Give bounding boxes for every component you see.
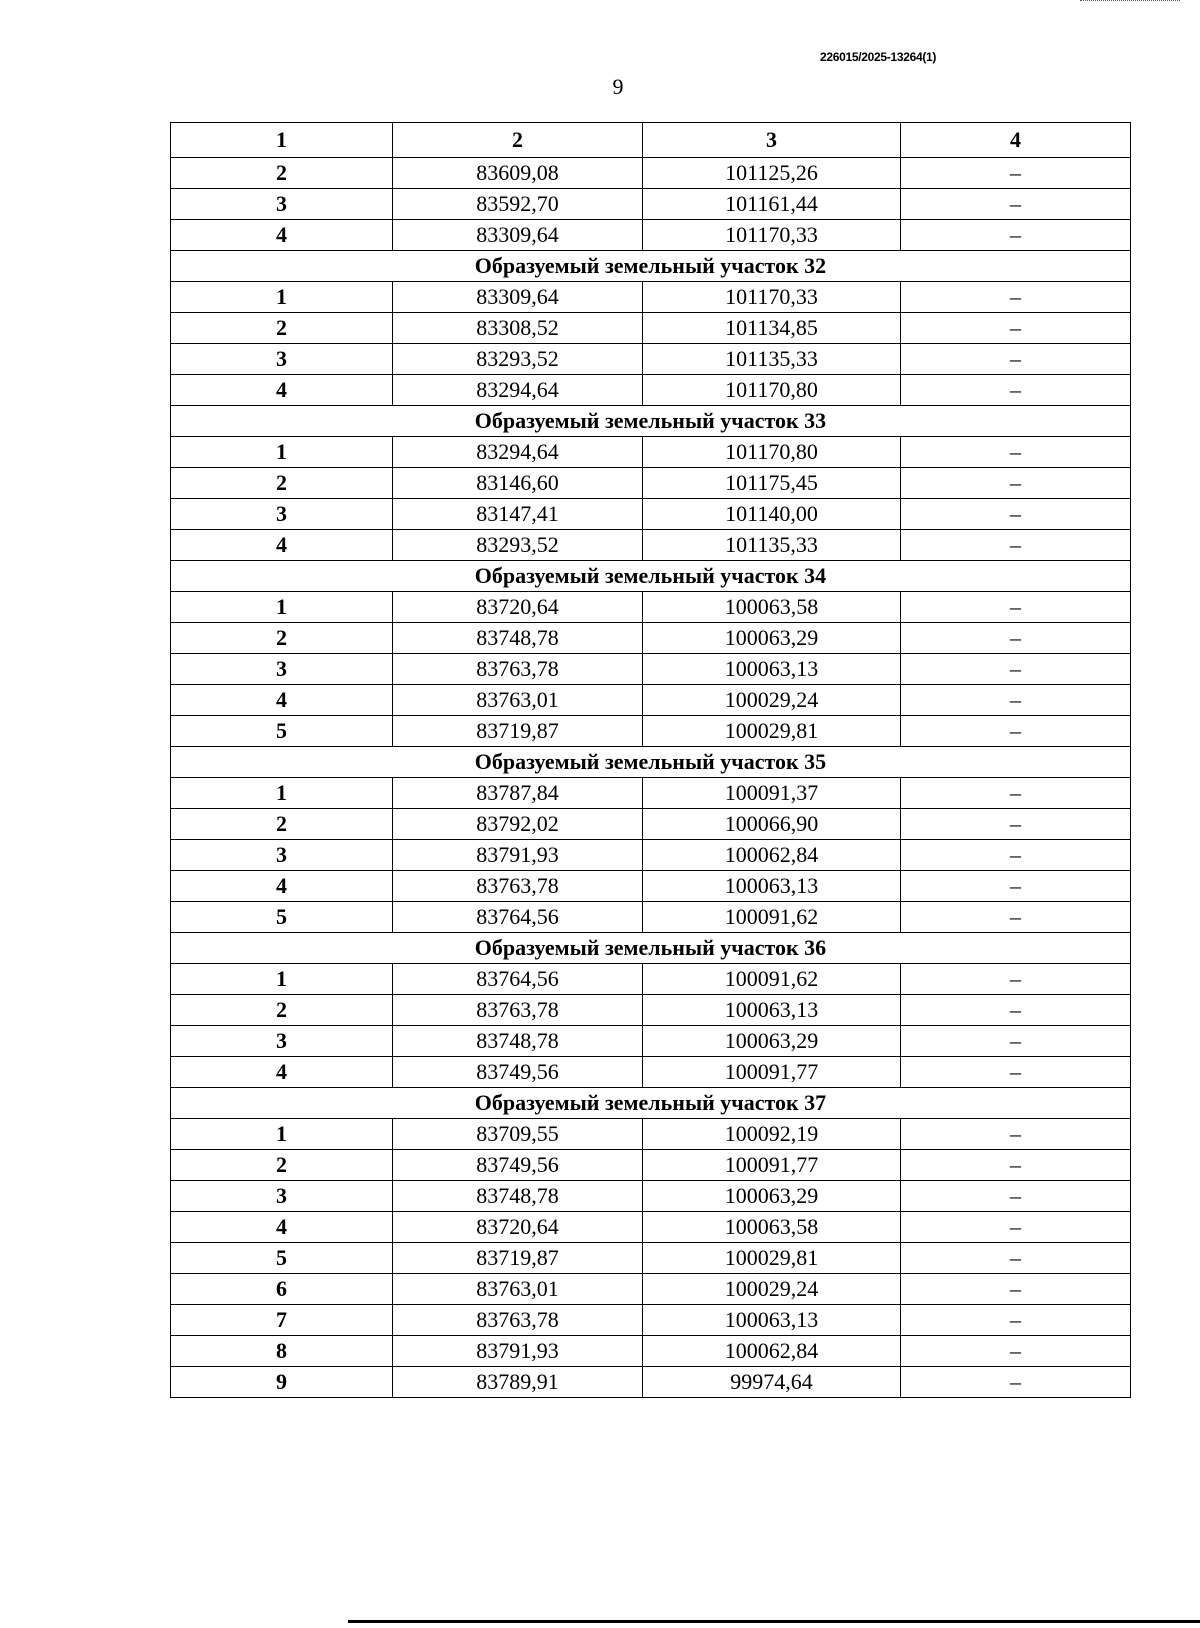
coordinate-y: 100091,37 bbox=[643, 778, 901, 809]
column-header-3: 3 bbox=[643, 123, 901, 158]
page-number: 9 bbox=[612, 74, 624, 99]
coordinate-y: 101140,00 bbox=[643, 499, 901, 530]
column-4-value: – bbox=[901, 158, 1131, 189]
column-4-value: – bbox=[901, 344, 1131, 375]
point-number: 1 bbox=[171, 778, 393, 809]
coordinate-y: 100091,62 bbox=[643, 964, 901, 995]
section-header-row bbox=[171, 1088, 1131, 1119]
column-4-value: – bbox=[901, 592, 1131, 623]
point-number: 2 bbox=[171, 995, 393, 1026]
point-number: 4 bbox=[171, 871, 393, 902]
column-4-value: – bbox=[901, 189, 1131, 220]
coordinate-y: 100029,81 bbox=[643, 1243, 901, 1274]
coordinate-y: 101170,80 bbox=[643, 437, 901, 468]
section-title: Образуемый земельный участок 35 bbox=[171, 747, 1131, 778]
coordinate-x: 83787,84 bbox=[393, 778, 643, 809]
coordinate-y: 101170,33 bbox=[643, 282, 901, 313]
table-row bbox=[171, 1274, 1131, 1305]
column-4-value: – bbox=[901, 1212, 1131, 1243]
table-row bbox=[171, 654, 1131, 685]
table-row bbox=[171, 1243, 1131, 1274]
coordinate-y: 101135,33 bbox=[643, 530, 901, 561]
coordinate-y: 101135,33 bbox=[643, 344, 901, 375]
column-4-value: – bbox=[901, 375, 1131, 406]
table-row bbox=[171, 1181, 1131, 1212]
coordinate-x: 83791,93 bbox=[393, 1336, 643, 1367]
table-row bbox=[171, 530, 1131, 561]
coordinate-y: 100092,19 bbox=[643, 1119, 901, 1150]
coordinate-y: 100029,81 bbox=[643, 716, 901, 747]
point-number: 2 bbox=[171, 623, 393, 654]
table-row bbox=[171, 840, 1131, 871]
table-row bbox=[171, 220, 1131, 251]
table-row bbox=[171, 809, 1131, 840]
table-row bbox=[171, 1212, 1131, 1243]
point-number: 4 bbox=[171, 530, 393, 561]
section-header-row bbox=[171, 933, 1131, 964]
coordinate-y: 100091,77 bbox=[643, 1057, 901, 1088]
coordinate-y: 100063,13 bbox=[643, 995, 901, 1026]
point-number: 3 bbox=[171, 840, 393, 871]
point-number: 3 bbox=[171, 1181, 393, 1212]
coordinate-y: 100062,84 bbox=[643, 1336, 901, 1367]
coordinate-x: 83309,64 bbox=[393, 220, 643, 251]
coordinate-x: 83763,78 bbox=[393, 871, 643, 902]
table-row bbox=[171, 189, 1131, 220]
section-header-row bbox=[171, 251, 1131, 282]
column-header-1: 1 bbox=[171, 123, 393, 158]
coordinate-x: 83709,55 bbox=[393, 1119, 643, 1150]
coordinate-y: 100091,77 bbox=[643, 1150, 901, 1181]
coordinate-y: 100062,84 bbox=[643, 840, 901, 871]
point-number: 1 bbox=[171, 282, 393, 313]
column-4-value: – bbox=[901, 871, 1131, 902]
document-number: 226015/2025-13264(1) bbox=[820, 50, 937, 64]
table-row bbox=[171, 1119, 1131, 1150]
table-row bbox=[171, 437, 1131, 468]
table-row bbox=[171, 313, 1131, 344]
table-row bbox=[171, 1305, 1131, 1336]
table-row bbox=[171, 685, 1131, 716]
point-number: 3 bbox=[171, 499, 393, 530]
point-number: 4 bbox=[171, 685, 393, 716]
coordinate-x: 83294,64 bbox=[393, 375, 643, 406]
coordinate-x: 83720,64 bbox=[393, 1212, 643, 1243]
table-row bbox=[171, 375, 1131, 406]
point-number: 2 bbox=[171, 468, 393, 499]
column-4-value: – bbox=[901, 902, 1131, 933]
column-4-value: – bbox=[901, 282, 1131, 313]
point-number: 1 bbox=[171, 1119, 393, 1150]
coordinate-x: 83748,78 bbox=[393, 1026, 643, 1057]
point-number: 5 bbox=[171, 716, 393, 747]
column-4-value: – bbox=[901, 1305, 1131, 1336]
coordinate-x: 83763,01 bbox=[393, 685, 643, 716]
coordinate-x: 83791,93 bbox=[393, 840, 643, 871]
column-4-value: – bbox=[901, 623, 1131, 654]
point-number: 7 bbox=[171, 1305, 393, 1336]
column-4-value: – bbox=[901, 685, 1131, 716]
coordinate-y: 100063,58 bbox=[643, 592, 901, 623]
table-row bbox=[171, 1150, 1131, 1181]
table-row bbox=[171, 1026, 1131, 1057]
column-4-value: – bbox=[901, 1057, 1131, 1088]
section-title: Образуемый земельный участок 37 bbox=[171, 1088, 1131, 1119]
coordinate-x: 83764,56 bbox=[393, 902, 643, 933]
coordinate-x: 83294,64 bbox=[393, 437, 643, 468]
coordinate-x: 83749,56 bbox=[393, 1057, 643, 1088]
table-row bbox=[171, 623, 1131, 654]
coordinate-x: 83146,60 bbox=[393, 468, 643, 499]
table-row bbox=[171, 282, 1131, 313]
table-row bbox=[171, 1057, 1131, 1088]
point-number: 5 bbox=[171, 902, 393, 933]
coordinate-x: 83748,78 bbox=[393, 623, 643, 654]
table-row bbox=[171, 902, 1131, 933]
point-number: 2 bbox=[171, 313, 393, 344]
table-row bbox=[171, 716, 1131, 747]
column-4-value: – bbox=[901, 468, 1131, 499]
point-number: 4 bbox=[171, 375, 393, 406]
coordinate-x: 83147,41 bbox=[393, 499, 643, 530]
coordinate-y: 99974,64 bbox=[643, 1367, 901, 1398]
coordinate-x: 83719,87 bbox=[393, 716, 643, 747]
coordinate-x: 83308,52 bbox=[393, 313, 643, 344]
column-4-value: – bbox=[901, 840, 1131, 871]
point-number: 3 bbox=[171, 189, 393, 220]
point-number: 3 bbox=[171, 654, 393, 685]
coordinate-x: 83763,78 bbox=[393, 995, 643, 1026]
table-row bbox=[171, 592, 1131, 623]
coordinate-y: 100063,13 bbox=[643, 654, 901, 685]
point-number: 1 bbox=[171, 964, 393, 995]
coordinate-x: 83763,78 bbox=[393, 1305, 643, 1336]
column-4-value: – bbox=[901, 964, 1131, 995]
column-4-value: – bbox=[901, 995, 1131, 1026]
column-header-4: 4 bbox=[901, 123, 1131, 158]
point-number: 2 bbox=[171, 158, 393, 189]
column-4-value: – bbox=[901, 1274, 1131, 1305]
column-4-value: – bbox=[901, 530, 1131, 561]
column-4-value: – bbox=[901, 1119, 1131, 1150]
coordinate-x: 83792,02 bbox=[393, 809, 643, 840]
point-number: 2 bbox=[171, 809, 393, 840]
column-4-value: – bbox=[901, 1026, 1131, 1057]
point-number: 1 bbox=[171, 592, 393, 623]
section-header-row bbox=[171, 561, 1131, 592]
coordinate-y: 101170,80 bbox=[643, 375, 901, 406]
column-header-2: 2 bbox=[393, 123, 643, 158]
coordinate-x: 83609,08 bbox=[393, 158, 643, 189]
section-title: Образуемый земельный участок 32 bbox=[171, 251, 1131, 282]
column-4-value: – bbox=[901, 437, 1131, 468]
coordinate-x: 83763,01 bbox=[393, 1274, 643, 1305]
coordinate-y: 100063,29 bbox=[643, 1026, 901, 1057]
table-row bbox=[171, 1367, 1131, 1398]
column-4-value: – bbox=[901, 1181, 1131, 1212]
table-row bbox=[171, 778, 1131, 809]
section-header-row bbox=[171, 747, 1131, 778]
coordinate-x: 83719,87 bbox=[393, 1243, 643, 1274]
point-number: 8 bbox=[171, 1336, 393, 1367]
coordinate-y: 100091,62 bbox=[643, 902, 901, 933]
scan-edge-mark bbox=[1080, 0, 1180, 5]
coordinate-x: 83763,78 bbox=[393, 654, 643, 685]
coordinate-x: 83293,52 bbox=[393, 530, 643, 561]
point-number: 1 bbox=[171, 437, 393, 468]
coordinate-x: 83749,56 bbox=[393, 1150, 643, 1181]
coordinate-x: 83764,56 bbox=[393, 964, 643, 995]
column-4-value: – bbox=[901, 716, 1131, 747]
coordinate-x: 83748,78 bbox=[393, 1181, 643, 1212]
column-4-value: – bbox=[901, 1336, 1131, 1367]
table-row bbox=[171, 871, 1131, 902]
coordinate-y: 101125,26 bbox=[643, 158, 901, 189]
section-title: Образуемый земельный участок 36 bbox=[171, 933, 1131, 964]
table-row bbox=[171, 995, 1131, 1026]
point-number: 4 bbox=[171, 1057, 393, 1088]
table-header-row bbox=[171, 123, 1131, 158]
column-4-value: – bbox=[901, 778, 1131, 809]
column-4-value: – bbox=[901, 809, 1131, 840]
coordinate-y: 100066,90 bbox=[643, 809, 901, 840]
column-4-value: – bbox=[901, 220, 1131, 251]
coordinate-y: 100063,13 bbox=[643, 1305, 901, 1336]
coordinate-x: 83592,70 bbox=[393, 189, 643, 220]
coordinate-y: 100063,29 bbox=[643, 1181, 901, 1212]
coordinate-y: 100063,13 bbox=[643, 871, 901, 902]
column-4-value: – bbox=[901, 1150, 1131, 1181]
table-row bbox=[171, 499, 1131, 530]
table-row bbox=[171, 1336, 1131, 1367]
point-number: 4 bbox=[171, 220, 393, 251]
column-4-value: – bbox=[901, 1367, 1131, 1398]
point-number: 6 bbox=[171, 1274, 393, 1305]
coordinates-table-body bbox=[171, 123, 1131, 1398]
point-number: 2 bbox=[171, 1150, 393, 1181]
coordinate-y: 101175,45 bbox=[643, 468, 901, 499]
point-number: 4 bbox=[171, 1212, 393, 1243]
coordinate-y: 100063,58 bbox=[643, 1212, 901, 1243]
coordinate-y: 101134,85 bbox=[643, 313, 901, 344]
point-number: 3 bbox=[171, 344, 393, 375]
coordinates-table bbox=[170, 122, 1131, 1398]
scan-bottom-edge bbox=[348, 1620, 1200, 1623]
point-number: 5 bbox=[171, 1243, 393, 1274]
table-row bbox=[171, 964, 1131, 995]
column-4-value: – bbox=[901, 499, 1131, 530]
point-number: 9 bbox=[171, 1367, 393, 1398]
column-4-value: – bbox=[901, 313, 1131, 344]
section-header-row bbox=[171, 406, 1131, 437]
table-row bbox=[171, 344, 1131, 375]
table-row bbox=[171, 468, 1131, 499]
table-row bbox=[171, 158, 1131, 189]
coordinate-y: 100063,29 bbox=[643, 623, 901, 654]
coordinate-x: 83789,91 bbox=[393, 1367, 643, 1398]
coordinate-x: 83293,52 bbox=[393, 344, 643, 375]
coordinate-y: 101161,44 bbox=[643, 189, 901, 220]
section-title: Образуемый земельный участок 34 bbox=[171, 561, 1131, 592]
section-title: Образуемый земельный участок 33 bbox=[171, 406, 1131, 437]
coordinate-y: 100029,24 bbox=[643, 1274, 901, 1305]
coordinate-x: 83720,64 bbox=[393, 592, 643, 623]
coordinate-y: 101170,33 bbox=[643, 220, 901, 251]
coordinate-x: 83309,64 bbox=[393, 282, 643, 313]
column-4-value: – bbox=[901, 1243, 1131, 1274]
column-4-value: – bbox=[901, 654, 1131, 685]
point-number: 3 bbox=[171, 1026, 393, 1057]
coordinate-y: 100029,24 bbox=[643, 685, 901, 716]
